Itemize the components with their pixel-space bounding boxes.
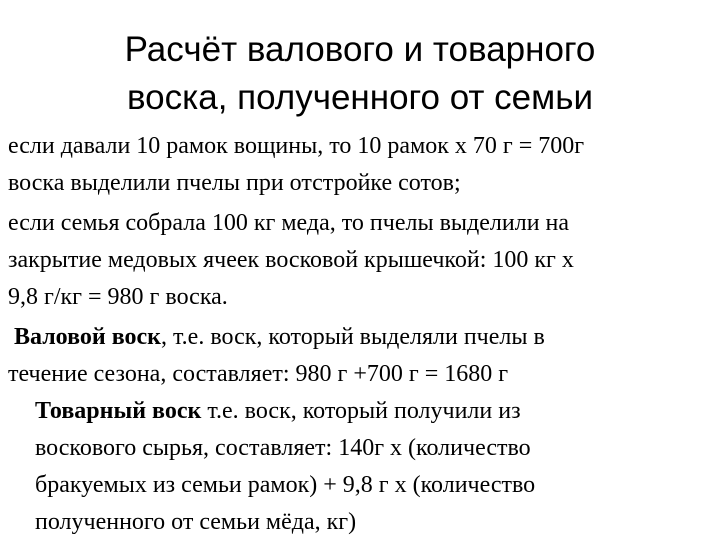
text-line: если семья собрала 100 кг меда, то пчелы выделили на [8,210,570,236]
text-line [14,319,708,356]
slide-body [8,128,708,541]
title-line-2: воска, полученного от семьи [126,78,593,117]
text-line: воска выделили пчелы при отстройке сотов; [8,170,461,196]
text-line: закрытие медовых ячеек восковой крышечкой: 100 кг х [8,247,574,273]
paragraph-frames-wax [8,128,708,202]
text-line: воскового сырья, составляет: 140г х (количество [35,435,531,461]
text-line: 9,8 г/кг = 980 г воска. [8,284,228,310]
slide-title [20,26,700,122]
text-run: , т.е. воск, который выделяли пчелы в [161,324,545,350]
paragraph-honey-wax [8,205,708,316]
term-commercial-wax: Товарный воск [35,398,202,424]
paragraph-gross-wax [8,319,708,393]
text-run: т.е. воск, который получили из [201,398,521,424]
text-line: течение сезона, составляет: 980 г +700 г = 1680 г [8,361,509,387]
term-gross-wax: Валовой воск [14,324,161,350]
text-line [35,393,708,430]
title-line-1: Расчёт валового и товарного [124,30,596,69]
paragraph-commercial-wax [35,393,708,541]
text-line: если давали 10 рамок вощины, то 10 рамок х 70 г = 700г [8,133,585,159]
text-line: бракуемых из семьи рамок) + 9,8 г х (количество [35,472,536,498]
text-line: полученного от семьи мёда, кг) [35,509,357,535]
